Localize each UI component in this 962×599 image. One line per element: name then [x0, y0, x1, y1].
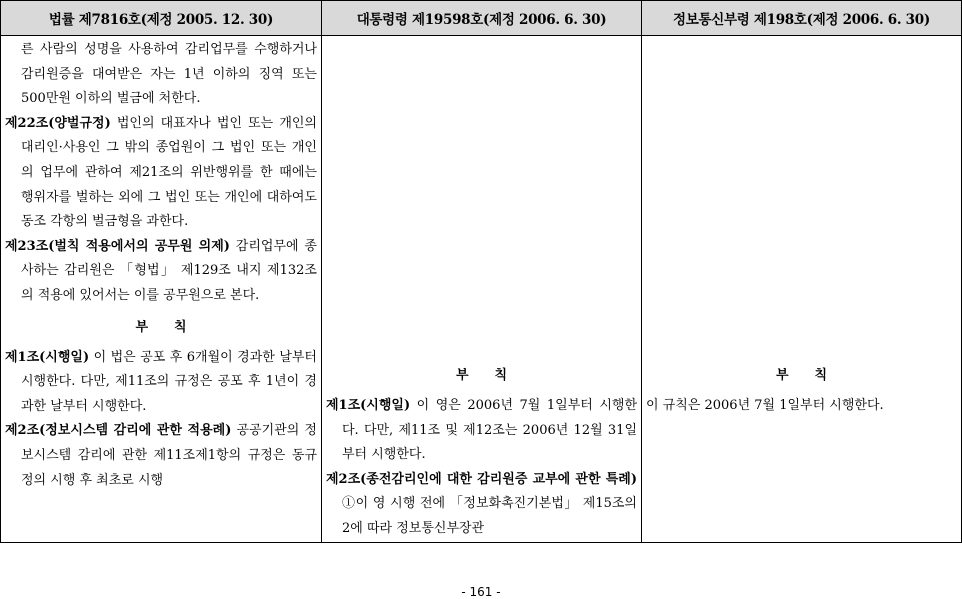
article-22-heading: 제22조(양벌규정) [5, 115, 111, 131]
addenda-title-law: 부 칙 [135, 319, 187, 335]
addenda-decree-article-2-heading: 제2조(종전감리인에 대한 감리원증 교부에 관한 특례) [326, 471, 637, 487]
law-column [1, 36, 322, 543]
header-ministry-rule: 정보통신부령 제198호(제정 2006. 6. 30) [642, 1, 962, 36]
article-23-heading: 제23조(벌칙 적용에서의 공무원 의제) [5, 238, 230, 254]
addenda-decree-article-2 [326, 468, 637, 542]
art21-continuation: 른 사람의 성명을 사용하여 감리업무를 수행하거나 감리원증을 대여받은 자는 1년 이하의 징역 또는 500만원 이하의 벌금에 처한다. [21, 42, 317, 107]
header-decree: 대통령령 제19598호(제정 2006. 6. 30) [322, 1, 642, 36]
header-row [1, 1, 962, 36]
addenda-decree-article-2-body: ①이 영 시행 전에 「정보화촉진기본법」 제15조의2에 따라 정보통신부장관 [342, 496, 637, 536]
addenda-law-article-1-heading: 제1조(시행일) [5, 349, 90, 365]
addenda-law-article-1-body: 이 법은 공포 후 6개월이 경과한 날부터 시행한다. 다만, 제11조의 규정은 공포 후 1년이 경과한 날부터 시행한다. [21, 349, 317, 414]
addenda-title-decree: 부 칙 [455, 368, 508, 383]
content-row [1, 36, 962, 543]
header-law: 법률 제7816호(제정 2005. 12. 30) [1, 1, 322, 36]
article-23 [5, 235, 317, 309]
addenda-rule-text: 이 규칙은 2006년 7월 1일부터 시행한다. [646, 398, 884, 413]
addenda-law-article-2-body: 공공기관의 정보시스템 감리에 관한 제11조제1항의 규정은 동규정의 시행 후 최초로 시행 [21, 423, 317, 488]
article-22 [5, 112, 317, 235]
addenda-decree-article-1 [326, 394, 637, 468]
article-23-body: 감리업무에 종사하는 감리원은 「형법」 제129조 내지 제132조의 적용에 있어서는 이를 공무원으로 본다. [21, 238, 317, 303]
decree-blank-space [326, 38, 637, 357]
ministry-rule-column [642, 36, 962, 543]
article-22-body: 법인의 대표자나 법인 또는 개인의 대리인·사용인 그 밖의 종업원이 그 법인 또는 개인의 업무에 관하여 제21조의 위반행위를 한 때에는 행위자를 벌하는 외에 그 법인 또는 개인에 대하여도 동조 각항의 벌금형을 과한다. [21, 115, 317, 230]
addenda-decree-article-1-heading: 제1조(시행일) [326, 398, 411, 413]
addenda-law-article-1 [5, 346, 317, 420]
addenda-law-article-2-heading: 제2조(정보시스템 감리에 관한 적용례) [5, 423, 232, 439]
decree-column [322, 36, 642, 543]
addenda-law-article-2 [5, 419, 317, 493]
page-number: - 161 - [461, 585, 501, 599]
addenda-decree-article-1-body: 이 영은 2006년 7월 1일부터 시행한다. 다만, 제11조 및 제12조는 2006년 12월 31일부터 시행한다. [342, 398, 637, 463]
addenda-title-rule: 부 칙 [775, 368, 828, 383]
rule-blank-space [646, 38, 957, 357]
